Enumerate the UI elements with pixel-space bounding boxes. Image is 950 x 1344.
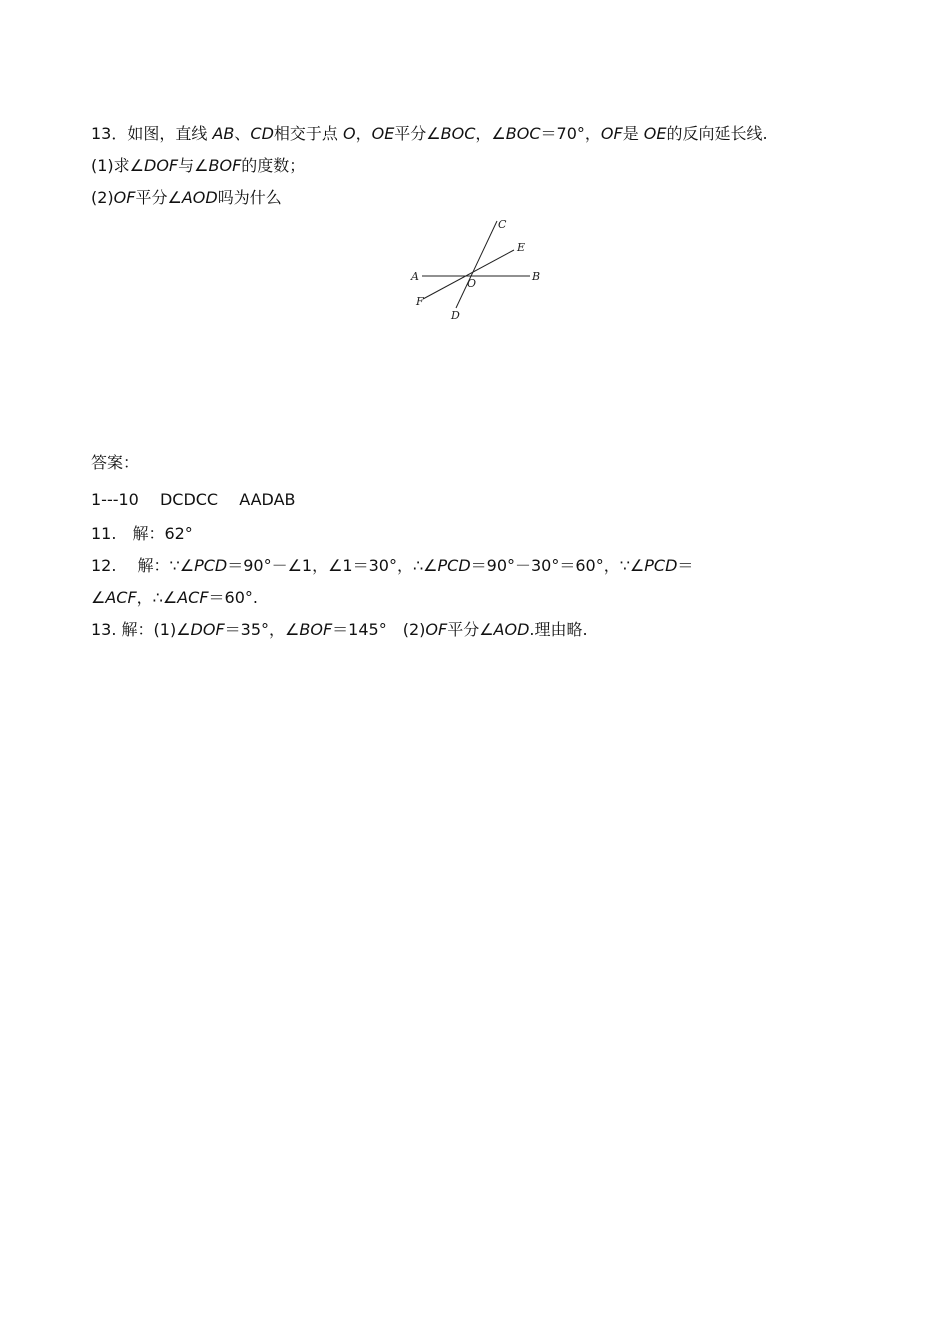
intersecting-lines-figure xyxy=(400,212,560,324)
text-run: ＝70°， xyxy=(540,124,601,143)
text-run: (1)求∠ xyxy=(91,156,145,175)
text-run: ＝90°－30°＝60°，∵∠ xyxy=(470,556,645,575)
text-run: ＝ xyxy=(677,556,694,575)
math-variable: DOF xyxy=(144,156,179,175)
math-variable: CD xyxy=(250,124,274,143)
math-variable: AOD xyxy=(181,188,218,207)
text-run: 平分∠ xyxy=(135,188,182,207)
text-run: 11. 解：62° xyxy=(91,524,193,543)
text-run: (2) xyxy=(91,188,114,207)
text-run: 的反向延长线. xyxy=(666,124,768,143)
ray-oe-of xyxy=(423,250,514,299)
label-a: A xyxy=(411,270,419,283)
math-variable: BOC xyxy=(440,124,476,143)
answers-1-10 xyxy=(91,489,296,511)
math-variable: BOF xyxy=(299,620,333,639)
text-run: ＝35°，∠ xyxy=(224,620,300,639)
text-run: 吗为什么 xyxy=(217,188,282,207)
math-variable: AOD xyxy=(493,620,530,639)
math-variable: OF xyxy=(425,620,448,639)
text-run: 与∠ xyxy=(178,156,209,175)
text-run: 、 xyxy=(234,124,251,143)
math-variable: PCD xyxy=(194,556,228,575)
math-variable: O xyxy=(342,124,356,143)
text-run: ，∠ xyxy=(475,124,506,143)
label-e: E xyxy=(517,241,526,254)
math-variable: OE xyxy=(643,124,667,143)
math-variable: AB xyxy=(212,124,235,143)
line-cd xyxy=(456,221,497,308)
text-run: 平分∠ xyxy=(447,620,494,639)
label-o: O xyxy=(467,277,477,290)
math-variable: ACF xyxy=(177,588,209,607)
math-variable: ACF xyxy=(105,588,137,607)
math-variable: OF xyxy=(600,124,623,143)
math-variable: OF xyxy=(113,188,136,207)
math-variable: DOF xyxy=(190,620,225,639)
question-13-part-1 xyxy=(91,155,305,177)
math-variable: BOC xyxy=(505,124,541,143)
text-run: 13. 解：(1)∠ xyxy=(91,620,191,639)
math-variable: BOF xyxy=(208,156,242,175)
text-run: ∠ xyxy=(91,588,106,607)
answer-12-line-1 xyxy=(91,555,693,577)
label-f: F xyxy=(416,295,424,308)
math-variable: PCD xyxy=(644,556,678,575)
question-13-part-2 xyxy=(91,187,282,209)
text-run: 13．如图，直线 xyxy=(91,124,213,143)
text-run: 是 xyxy=(622,124,644,143)
text-run: ，∴∠ xyxy=(136,588,178,607)
label-b: B xyxy=(532,270,541,283)
answers-heading: 答案： xyxy=(91,453,140,472)
text-run: 平分∠ xyxy=(394,124,441,143)
answer-12-line-2 xyxy=(91,587,258,609)
text-run: 的度数； xyxy=(241,156,306,175)
text-run: 12. 解：∵∠ xyxy=(91,556,195,575)
label-c: C xyxy=(498,218,507,231)
text-run: 相交于点 xyxy=(273,124,343,143)
text-run: 1---10 DCDCC AADAB xyxy=(91,490,296,509)
text-run: ＝60°. xyxy=(208,588,258,607)
question-13-stem xyxy=(91,123,768,145)
answer-11 xyxy=(91,523,193,545)
text-run: .理由略. xyxy=(529,620,588,639)
math-variable: PCD xyxy=(437,556,471,575)
text-run: ＝90°－∠1，∠1＝30°，∴∠ xyxy=(227,556,438,575)
text-run: ＝145° (2) xyxy=(332,620,426,639)
math-variable: OE xyxy=(371,124,395,143)
label-d: D xyxy=(451,309,460,322)
answer-13 xyxy=(91,619,588,641)
text-run: ， xyxy=(355,124,372,143)
